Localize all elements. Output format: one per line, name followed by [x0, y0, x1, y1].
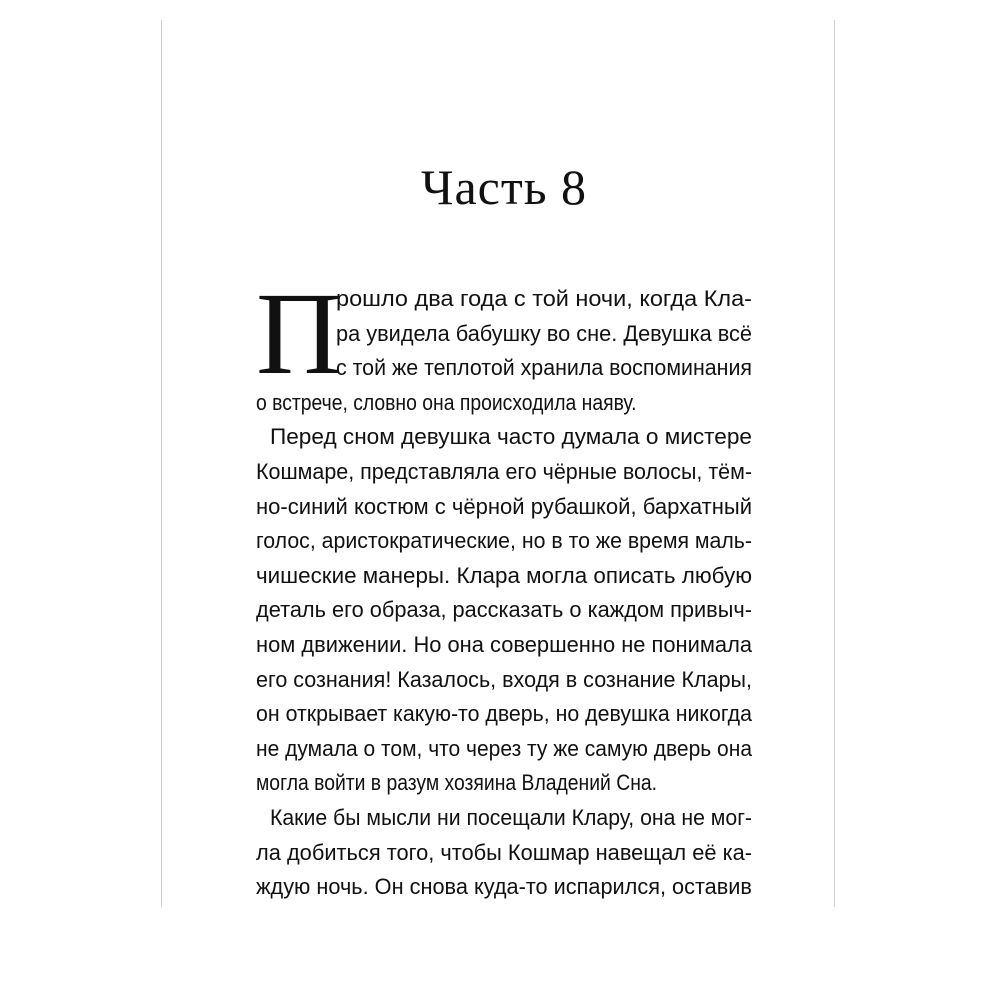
- text-line: с той же теплотой хранила воспоминания: [336, 355, 752, 381]
- body-text: [256, 268, 752, 905]
- text-line: но-синий костюм с чёрной рубашкой, бархатный: [256, 493, 752, 519]
- text-line: Кошмаре, представляла его чёрные волосы, тём-: [256, 458, 752, 484]
- text-line: он открывает какую-то дверь, но девушка никогда: [256, 701, 752, 727]
- text-line: голос, аристократические, но в то же время маль-: [256, 528, 752, 554]
- page-edge-right: [834, 20, 835, 907]
- chapter-title: Часть 8: [420, 159, 588, 215]
- text-line: ра увидела бабушку во сне. Девушка всё: [336, 320, 752, 346]
- text-line: ном движении. Но она совершенно не понимала: [256, 631, 752, 657]
- drop-cap: П: [256, 268, 342, 399]
- text-line: деталь его образа, рассказать о каждом привыч-: [256, 597, 752, 623]
- text-line: Перед сном девушка часто думала о мистере: [270, 424, 752, 450]
- text-line: могла войти в разум хозяина Владений Сна.: [256, 770, 658, 796]
- text-line: ла добиться того, чтобы Кошмар навещал её ка-: [256, 839, 752, 865]
- text-line: его сознания! Казалось, входя в сознание Клары,: [256, 666, 752, 692]
- text-line: ждую ночь. Он снова куда-то испарился, оставив: [256, 874, 752, 900]
- text-line: Какие бы мысли ни посещали Клару, она не мог-: [270, 804, 752, 830]
- text-line: о встрече, словно она происходила наяву.: [256, 389, 637, 415]
- text-line: рошло два года с той ночи, когда Кла-: [336, 286, 752, 311]
- page-edge-left: [161, 20, 162, 907]
- text-line: не думала о том, что через ту же самую дверь она: [256, 735, 752, 761]
- text-line: чишеские манеры. Клара могла описать любую: [256, 562, 752, 588]
